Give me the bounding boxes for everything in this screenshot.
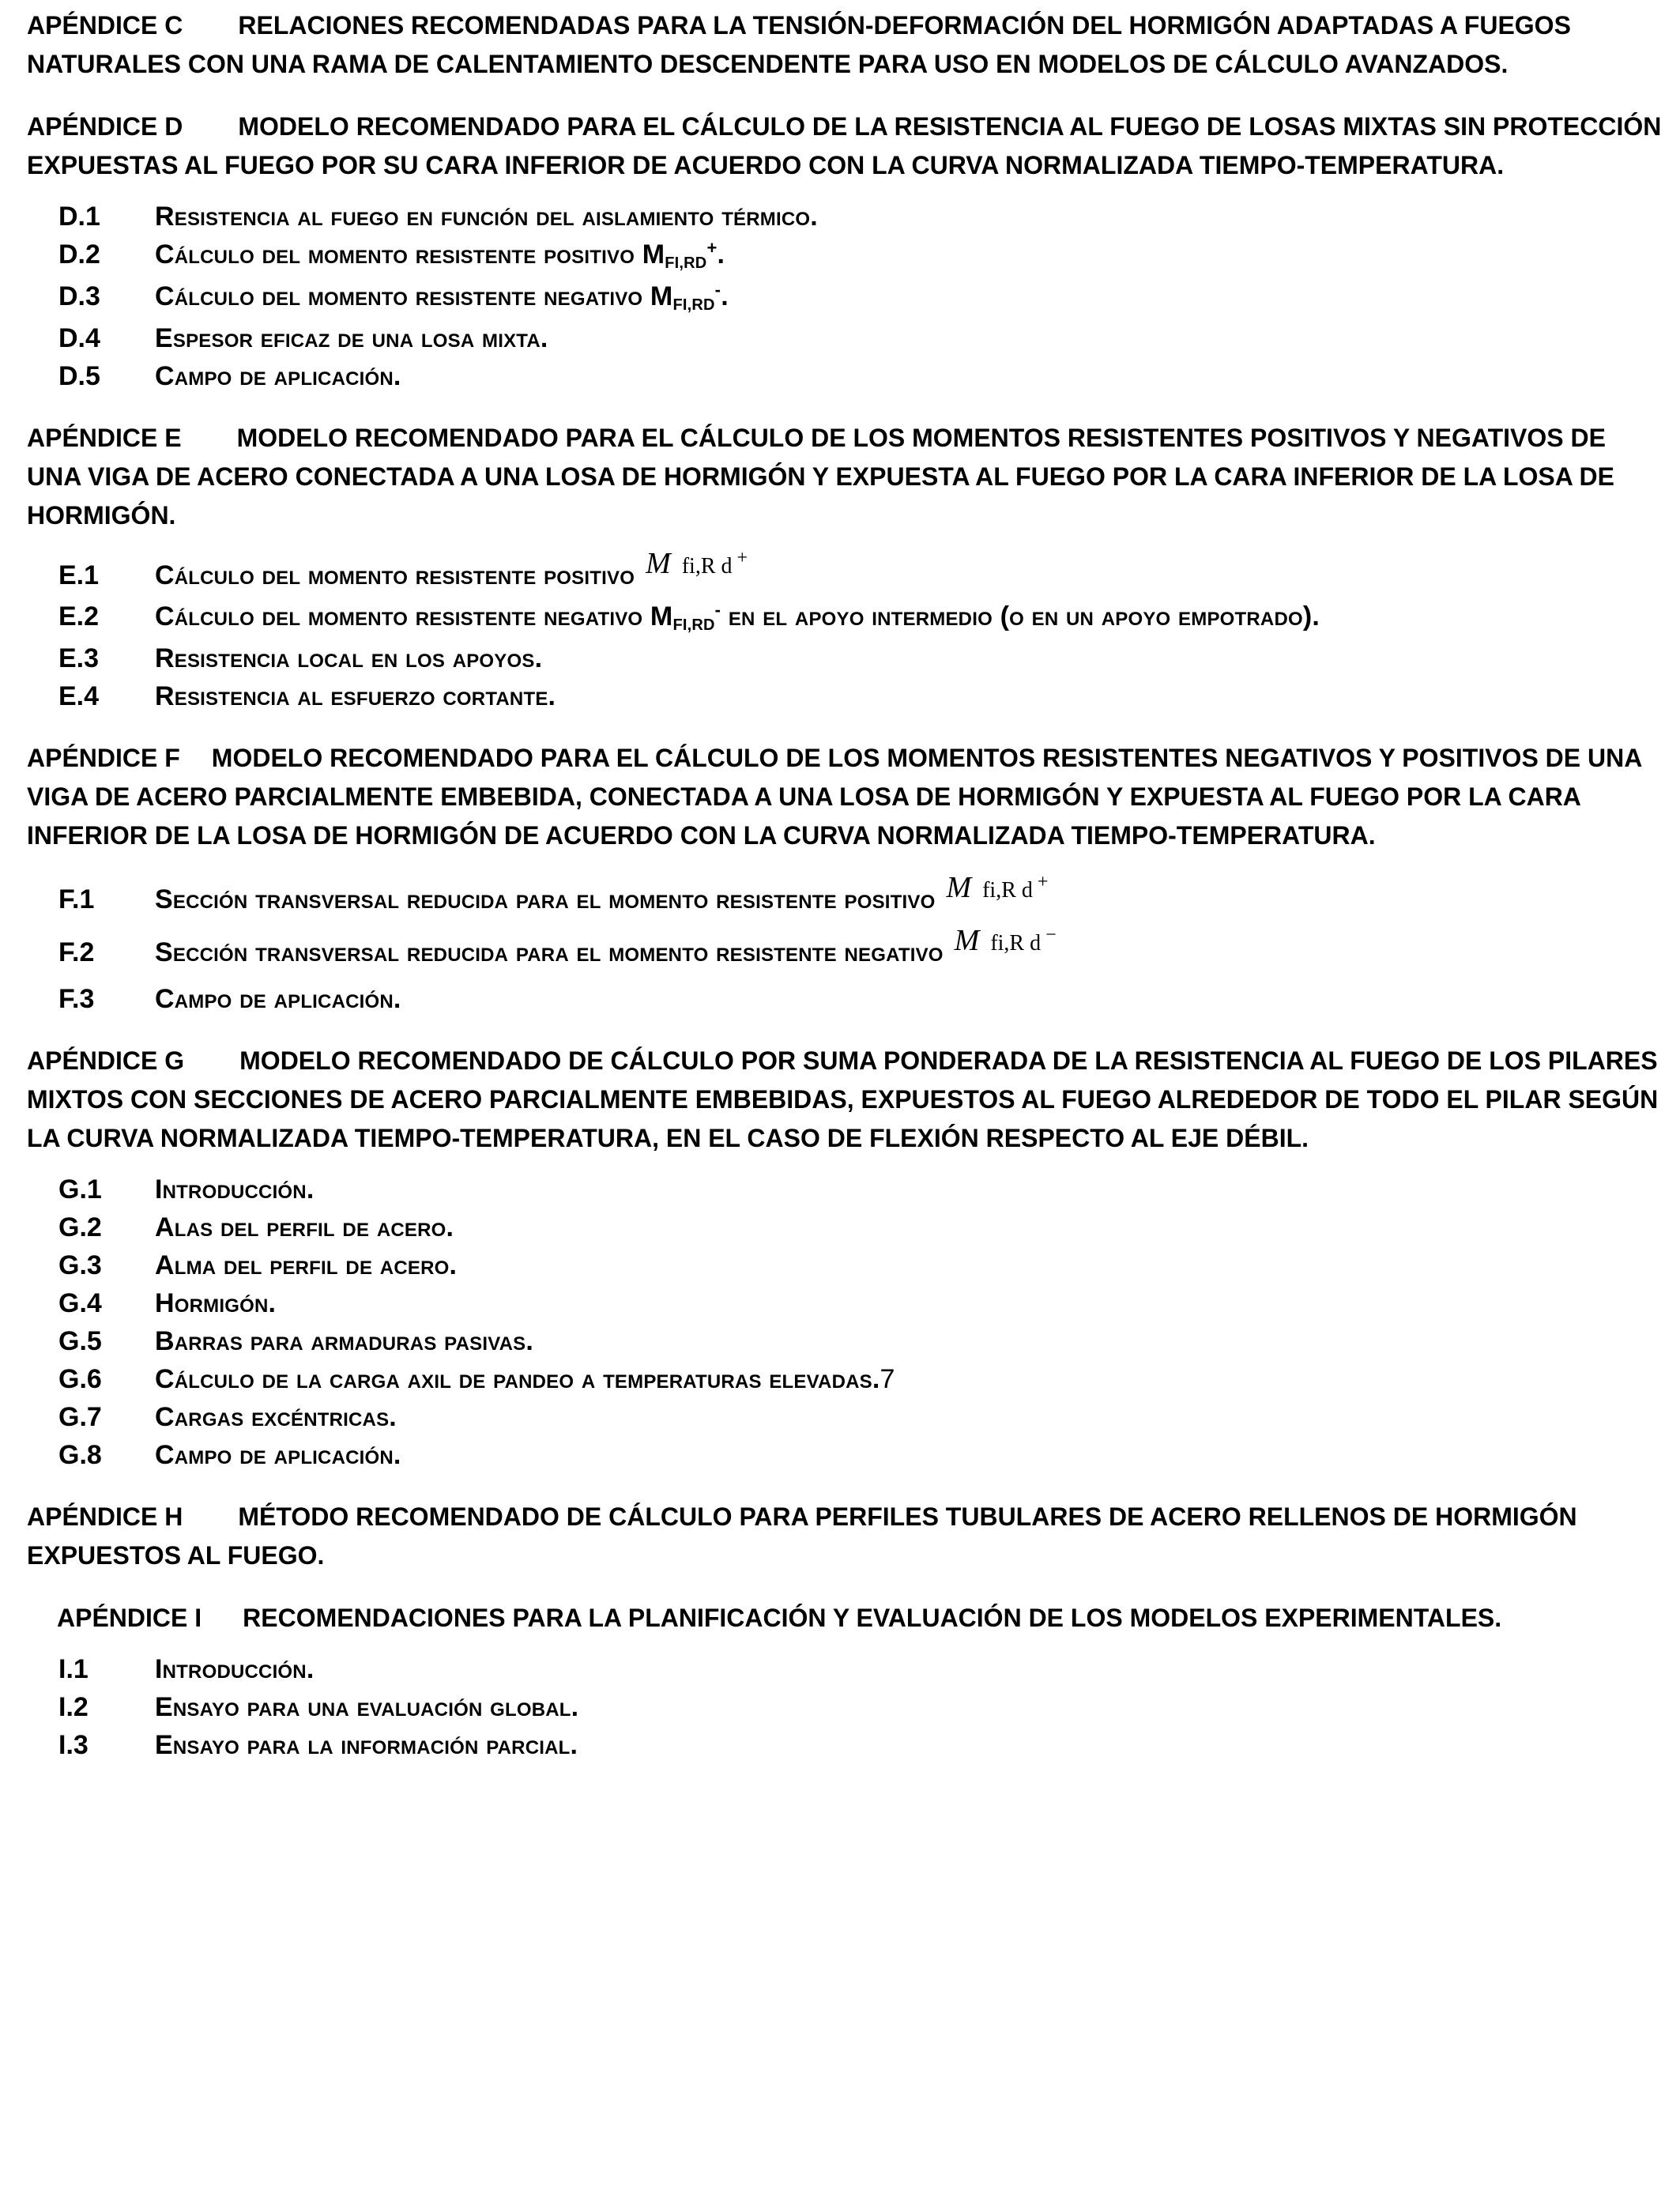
item-title [155,277,729,319]
appendix-code: APÉNDICE C [27,11,183,40]
list-item [58,598,1663,639]
item-title-text: Cálculo de la carga axil de pandeo a temperaturas elevadas. [155,1364,880,1394]
list-item [58,198,1663,236]
appendix-c-heading [27,6,1663,84]
item-number: G.8 [58,1440,102,1470]
math-expression [946,863,1048,916]
item-number: D.2 [58,239,100,270]
math-symbol: M [954,924,980,957]
item-title-suffix: . [721,281,729,311]
item-title: Introducción. [155,1174,315,1204]
list-item [58,1284,1663,1322]
appendix-title: RECOMENDACIONES PARA LA PLANIFICACIÓN Y EVALUACIÓN DE LOS MODELOS EXPERIMENTALES. [243,1604,1502,1632]
list-item [58,547,1663,598]
item-title [155,236,725,277]
math-expression [955,916,1057,969]
item-title: Sección transversal reducida para el momento resistente positivo [155,884,936,914]
appendix-title: MÉTODO RECOMENDADO DE CÁLCULO PARA PERFILES TUBULARES DE ACERO RELLENOS DE HORMIGÓN EXPUESTOS AL FUEGO. [27,1502,1577,1570]
item-number: G.1 [58,1174,102,1204]
item-title: Ensayo para la información parcial. [155,1730,578,1760]
appendix-code: APÉNDICE H [27,1502,183,1531]
list-item [58,1398,1663,1436]
appendix-g-items [58,1171,1663,1474]
list-item [58,277,1663,319]
item-number: D.3 [58,281,100,311]
item-number: E.3 [58,643,100,673]
list-item [58,1650,1663,1688]
item-number: I.3 [58,1730,89,1760]
item-number: G.4 [58,1288,102,1318]
item-number: D.5 [58,361,100,391]
item-number: F.2 [58,937,95,967]
item-title [155,1360,895,1398]
item-number: G.6 [58,1364,102,1394]
appendix-e-items [58,547,1663,715]
item-title: Campo de aplicación. [155,984,401,1014]
item-title: Hormigón. [155,1288,277,1318]
appendix-f-heading [27,739,1663,855]
math-superscript: + [736,548,748,568]
item-title: Resistencia local en los apoyos. [155,643,543,673]
item-title: Ensayo para una evaluación global. [155,1692,579,1722]
item-number: G.2 [58,1212,102,1242]
item-title: Campo de aplicación. [155,361,401,391]
math-subscript: fi,R d [982,878,1033,903]
appendix-code: APÉNDICE E [27,424,182,452]
item-title-suffix: 7 [880,1364,895,1394]
appendix-title: MODELO RECOMENDADO PARA EL CÁLCULO DE LOS MOMENTOS RESISTENTES POSITIVOS Y NEGATIVOS DE UNA VIGA DE ACERO CONECTADA A UNA LOSA DE HORMIGÓN Y EXPUESTA AL FUEGO POR LA CARA INFERIOR DE LA LOSA DE HORMIGÓN. [27,424,1614,530]
item-number: G.5 [58,1326,102,1356]
item-title: Cargas excéntricas. [155,1402,397,1432]
appendix-i-heading [57,1599,1663,1638]
math-symbol: M [946,871,972,904]
math-subscript: fi,R d [990,931,1042,956]
list-item [58,1436,1663,1474]
subscript: FI,RD [672,296,715,314]
item-title [155,598,1320,639]
list-item [58,1688,1663,1726]
list-item [58,1322,1663,1360]
item-number: E.4 [58,681,100,711]
list-item [58,319,1663,357]
item-title: Resistencia al esfuerzo cortante. [155,681,556,711]
appendix-d-items [58,198,1663,395]
superscript: + [706,238,718,258]
item-number: F.1 [58,884,95,914]
list-item [58,1246,1663,1284]
item-number: E.1 [58,560,100,590]
item-number: G.7 [58,1402,102,1432]
item-number: I.2 [58,1692,89,1722]
item-title: Sección transversal reducida para el momento resistente negativo [155,937,944,967]
subscript: FI,RD [672,616,715,634]
math-expression [646,545,748,586]
appendix-code: APÉNDICE F [27,744,180,772]
appendix-f-items [58,871,1663,1018]
item-title: Barras para armaduras pasivas. [155,1326,534,1356]
math-symbol: M [646,547,671,580]
item-number: D.1 [58,202,100,232]
appendix-h-heading [27,1498,1663,1575]
appendix-code: APÉNDICE D [27,112,183,141]
item-title: Cálculo del momento resistente positivo [155,560,635,590]
item-title-text: Cálculo del momento resistente positivo M [155,239,665,270]
appendix-title: MODELO RECOMENDADO DE CÁLCULO POR SUMA PONDERADA DE LA RESISTENCIA AL FUEGO DE LOS PILARES MIXTOS CON SECCIONES DE ACERO PARCIALMENTE EMBEBIDAS, EXPUESTOS AL FUEGO ALREDEDOR DE TODO EL PILAR SEGÚN LA CURVA NORMALIZADA TIEMPO-TEMPERATURA, EN EL CASO DE FLEXIÓN RESPECTO AL EJE DÉBIL. [27,1046,1659,1152]
appendix-title: MODELO RECOMENDADO PARA EL CÁLCULO DE LA RESISTENCIA AL FUEGO DE LOSAS MIXTAS SIN PROTECCIÓN EXPUESTAS AL FUEGO POR SU CARA INFERIOR DE ACUERDO CON LA CURVA NORMALIZADA TIEMPO-TEMPERATURA. [27,112,1662,179]
appendix-title: RELACIONES RECOMENDADAS PARA LA TENSIÓN-DEFORMACIÓN DEL HORMIGÓN ADAPTADAS A FUEGOS NATURALES CON UNA RAMA DE CALENTAMIENTO DESCENDENTE PARA USO EN MODELOS DE CÁLCULO AVANZADOS. [27,11,1571,78]
appendix-g-heading [27,1042,1663,1158]
item-number: D.4 [58,323,100,353]
item-number: E.2 [58,601,100,631]
item-title: Alma del perfil de acero. [155,1250,458,1280]
appendix-d-heading [27,107,1663,185]
list-item [58,1171,1663,1208]
list-item [58,924,1663,980]
item-title-suffix: en el apoyo intermedio (o en un apoyo empotrado). [721,601,1320,631]
appendix-code: APÉNDICE G [27,1046,185,1075]
item-title: Espesor eficaz de una losa mixta. [155,323,548,353]
item-title: Introducción. [155,1654,315,1684]
document-page [27,6,1663,1764]
list-item [58,639,1663,677]
math-subscript: fi,R d [681,554,733,579]
math-superscript: − [1045,925,1057,945]
list-item [58,677,1663,715]
subscript: FI,RD [665,254,707,272]
item-title: Campo de aplicación. [155,1440,401,1470]
list-item [58,1360,1663,1398]
list-item [58,871,1663,927]
item-title: Resistencia al fuego en función del aislamiento térmico. [155,202,818,232]
superscript: - [714,600,721,620]
appendix-code: APÉNDICE I [57,1604,202,1632]
list-item [58,1208,1663,1246]
item-title-suffix: . [717,239,725,270]
list-item [58,357,1663,395]
item-title-text: Cálculo del momento resistente negativo M [155,601,673,631]
item-number: F.3 [58,984,95,1014]
list-item [58,1726,1663,1764]
superscript: - [714,280,721,300]
appendix-title: MODELO RECOMENDADO PARA EL CÁLCULO DE LOS MOMENTOS RESISTENTES NEGATIVOS Y POSITIVOS DE UNA VIGA DE ACERO PARCIALMENTE EMBEBIDA, CONECTADA A UNA LOSA DE HORMIGÓN Y EXPUESTA AL FUEGO POR LA CARA INFERIOR DE LA LOSA DE HORMIGÓN DE ACUERDO CON LA CURVA NORMALIZADA TIEMPO-TEMPERATURA. [27,744,1642,850]
appendix-i-items [58,1650,1663,1764]
item-title-text: Cálculo del momento resistente negativo M [155,281,673,311]
appendix-e-heading [27,419,1663,535]
math-superscript: + [1037,872,1049,892]
item-number: G.3 [58,1250,102,1280]
list-item [58,980,1663,1018]
item-title: Alas del perfil de acero. [155,1212,454,1242]
item-number: I.1 [58,1654,89,1684]
list-item [58,236,1663,277]
